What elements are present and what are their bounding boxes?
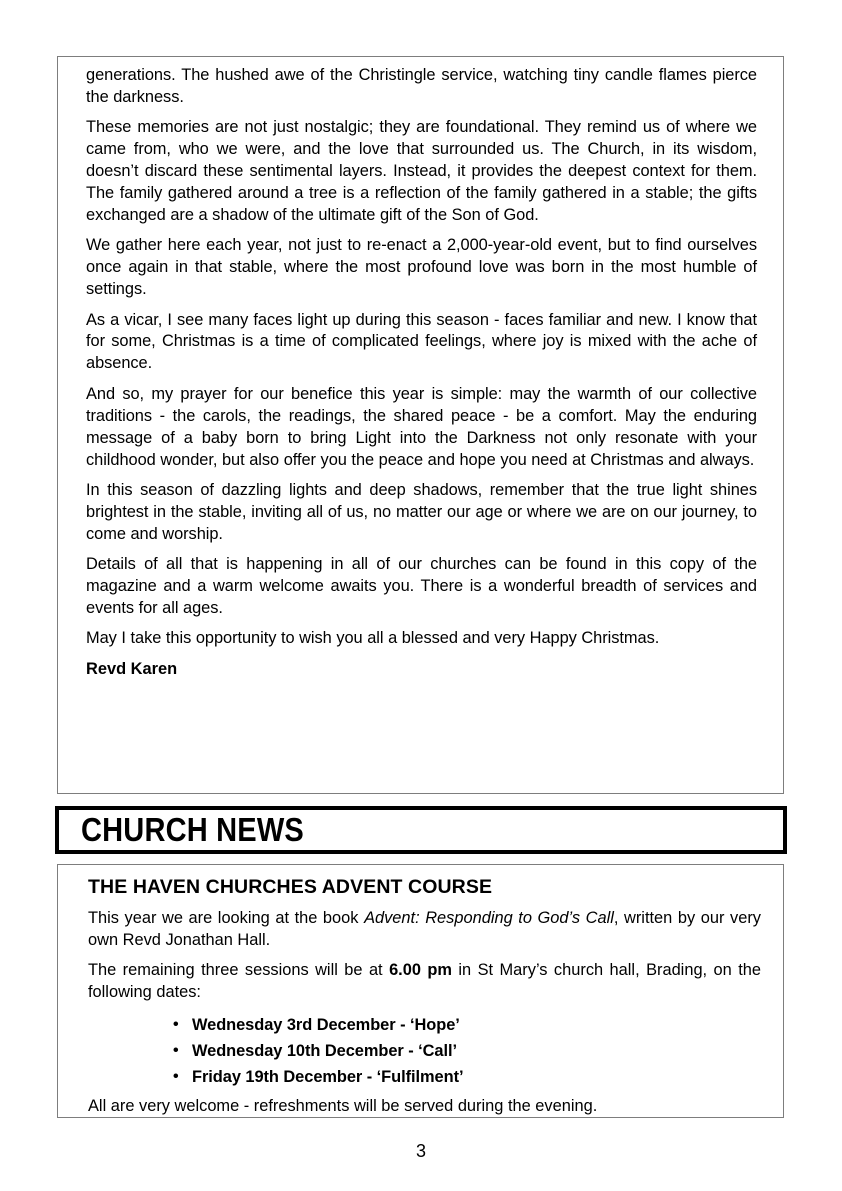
list-item: [173, 1064, 761, 1090]
list-item: [173, 1038, 761, 1064]
bullet-icon: •: [173, 1015, 179, 1033]
advent-session-label: Friday 19th December - ‘Fulfilment’: [192, 1067, 464, 1086]
church-news-banner-inner: [59, 810, 783, 850]
advent-intro-lead: This year we are looking at the book: [88, 909, 365, 927]
letter-signature: Revd Karen: [86, 659, 178, 678]
advent-sessions-paragraph: [88, 960, 761, 1004]
bullet-icon: •: [173, 1067, 179, 1085]
advent-session-time: 6.00 pm: [389, 960, 452, 979]
letter-paragraph: And so, my prayer for our benefice this year is simple: may the warmth of our collective traditions - the carols, the readings, the shared peace - be a comfort. May the enduring message of a baby born to bring Light into the Darkness not only resonate with your childhood wonder, but also offer you the peace and hope you need at Christmas and always.: [86, 384, 757, 469]
advent-session-label: Wednesday 3rd December - ‘Hope’: [192, 1015, 460, 1034]
letter-paragraph: generations. The hushed awe of the Christingle service, watching tiny candle flames pierce the darkness.: [86, 66, 757, 106]
letter-paragraph: In this season of dazzling lights and deep shadows, remember that the true light shines brightest in the stable, inviting all of us, no matter our age or where we are on our journey, to come and worship.: [86, 480, 757, 543]
bullet-icon: •: [173, 1041, 179, 1059]
letter-paragraph: These memories are not just nostalgic; they are foundational. They remind us of where we came from, who we were, and the love that surrounded us. The Church, in its wisdom, doesn’t discard these sentimental layers. Instead, it provides the deepest context for them. The family gathered around a tree is a reflection of the family gathered in a stable; the gifts exchanged are a shadow of the ultimate gift of the Son of God.: [86, 118, 757, 224]
vicar-letter-box: [57, 56, 784, 794]
page-number: 3: [415, 1141, 426, 1161]
advent-closing-note: All are very welcome - refreshments will be served during the evening.: [88, 1096, 598, 1115]
advent-intro-tail: , written by our very own Revd Jonathan Hall.: [88, 909, 761, 949]
list-item: [173, 1012, 761, 1038]
advent-course-heading: THE HAVEN CHURCHES ADVENT COURSE: [88, 876, 493, 898]
advent-course-box: [57, 864, 784, 1118]
letter-paragraph: As a vicar, I see many faces light up during this season - faces familiar and new. I know that for some, Christmas is a time of complicated feelings, where joy is mixed with the ache of absence.: [86, 310, 757, 373]
advent-session-label: Wednesday 10th December - ‘Call’: [192, 1041, 457, 1060]
advent-sessions-tail: in St Mary’s church hall, Brading, on the following dates:: [88, 960, 761, 1001]
advent-intro-paragraph: [88, 908, 761, 952]
church-news-banner: [55, 806, 787, 854]
advent-session-list: [88, 1012, 761, 1090]
church-news-title: CHURCH NEWS: [81, 811, 304, 848]
advent-book-title: Advent: Responding to God’s Call: [364, 909, 614, 927]
letter-paragraph: We gather here each year, not just to re-enact a 2,000-year-old event, but to find ourselves once again in that stable, where the most profound love was born in the most humble of settings.: [86, 236, 757, 299]
letter-paragraph: May I take this opportunity to wish you all a blessed and very Happy Christmas.: [86, 629, 660, 648]
advent-sessions-lead: The remaining three sessions will be at: [88, 960, 390, 979]
letter-paragraph: Details of all that is happening in all of our churches can be found in this copy of the magazine and a warm welcome awaits you. There is a wonderful breadth of services and events for all ages.: [86, 555, 757, 617]
